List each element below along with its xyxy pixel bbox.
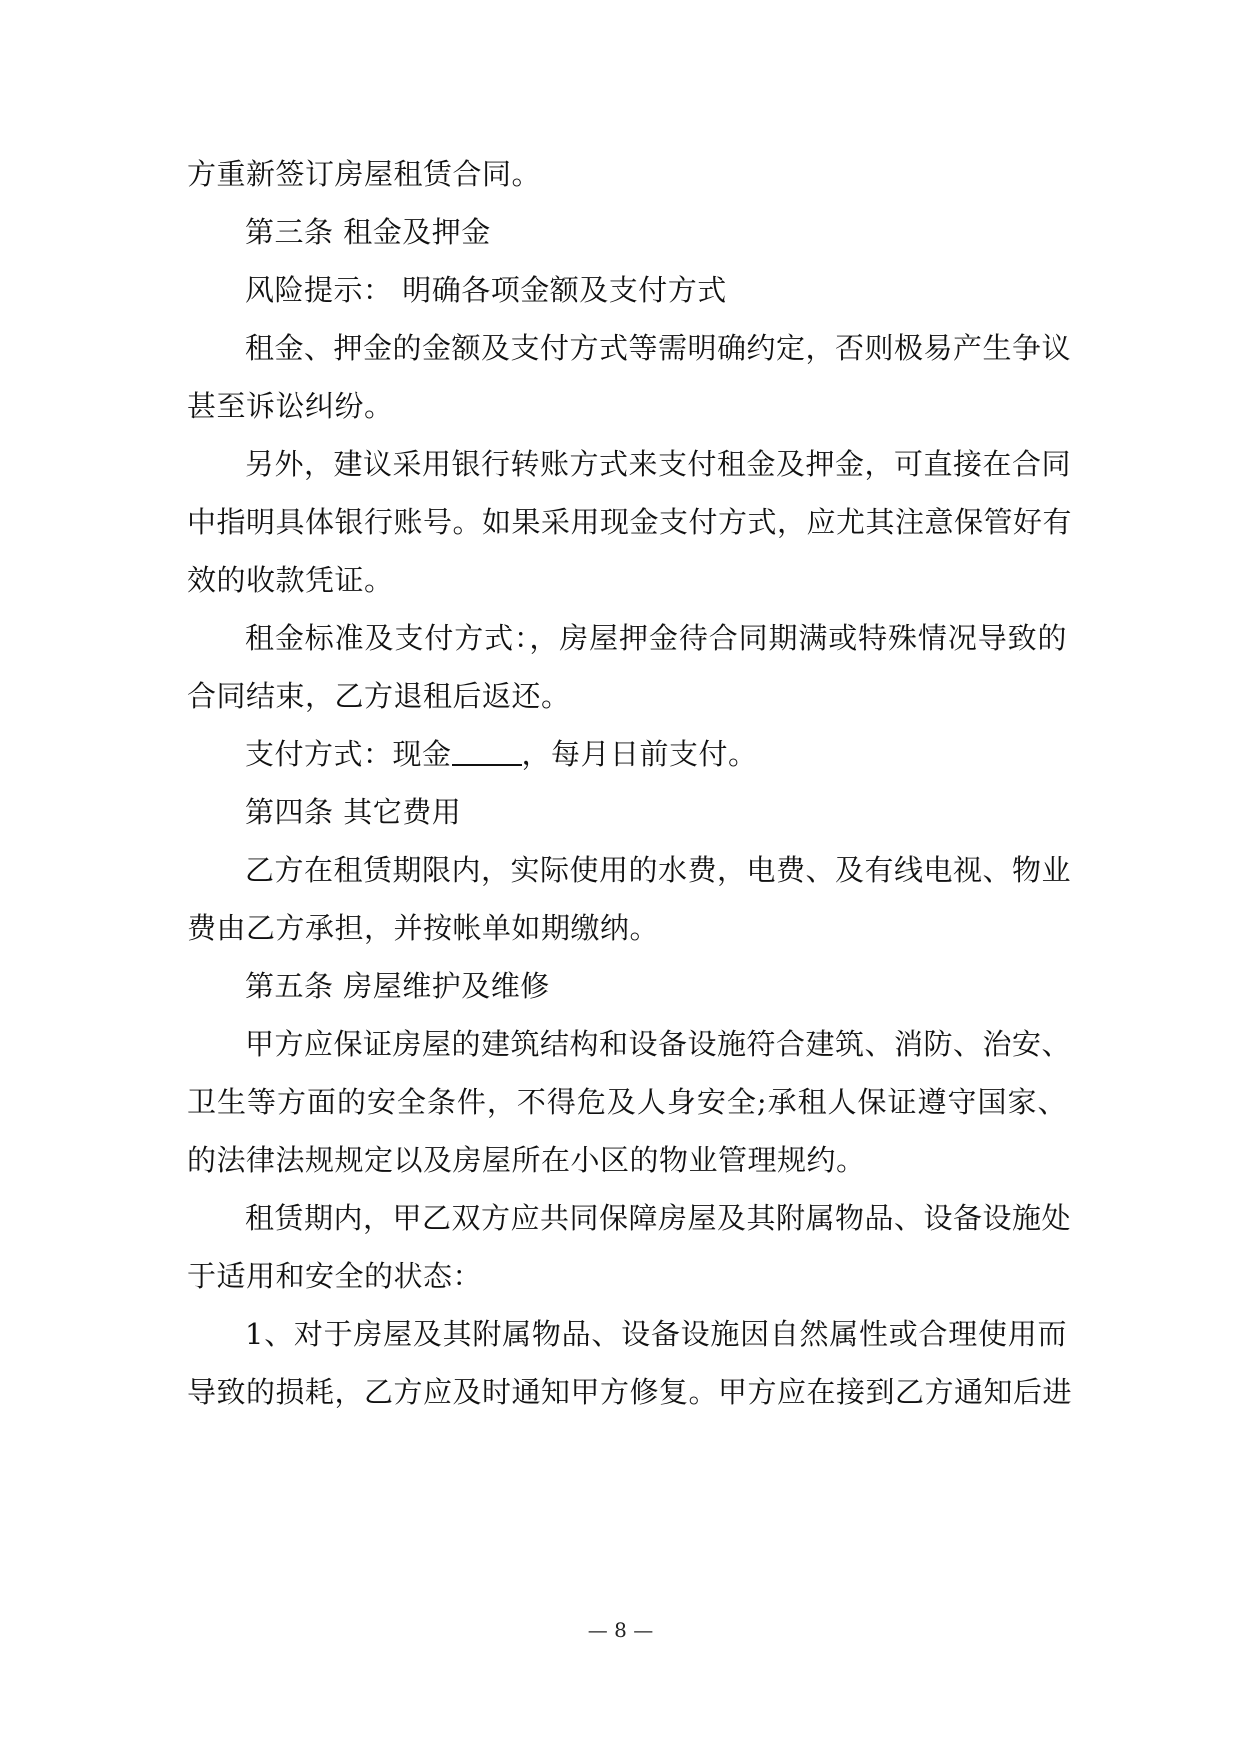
section-heading: 第五条 房屋维护及维修 bbox=[245, 969, 550, 1003]
paragraph-line: 卫生等方面的安全条件，不得危及人身安全;承租人保证遵守国家、 bbox=[187, 1085, 1067, 1119]
paragraph-line: 合同结束，乙方退租后返还。 bbox=[187, 679, 571, 713]
fill-in-blank bbox=[452, 738, 522, 766]
paragraph-line: 租赁期内，甲乙双方应共同保障房屋及其附属物品、设备设施处 bbox=[245, 1201, 1072, 1235]
payment-method-suffix: ，每月日前支付。 bbox=[521, 737, 758, 771]
paragraph-line: 甚至诉讼纠纷。 bbox=[187, 389, 394, 423]
paragraph-line: 费由乙方承担，并按帐单如期缴纳。 bbox=[187, 911, 660, 945]
paragraph-line: 租金标准及支付方式：，房屋押金待合同期满或特殊情况导致的 bbox=[245, 621, 1067, 655]
paragraph-line: 效的收款凭证。 bbox=[187, 563, 394, 597]
paragraph-line: 甲方应保证房屋的建筑结构和设备设施符合建筑、消防、治安、 bbox=[245, 1027, 1072, 1061]
payment-method-label: 支付方式：现金 bbox=[245, 737, 452, 771]
section-heading: 第三条 租金及押金 bbox=[245, 215, 491, 249]
paragraph-line: 租金、押金的金额及支付方式等需明确约定，否则极易产生争议 bbox=[245, 331, 1072, 365]
paragraph-line: 中指明具体银行账号。如果采用现金支付方式，应尤其注意保管好有 bbox=[187, 505, 1073, 539]
paragraph-line: 的法律法规规定以及房屋所在小区的物业管理规约。 bbox=[187, 1143, 866, 1177]
paragraph-line: 乙方在租赁期限内，实际使用的水费，电费、及有线电视、物业 bbox=[245, 853, 1072, 887]
risk-note: 风险提示： 明确各项金额及支付方式 bbox=[245, 273, 727, 307]
paragraph-line: 于适用和安全的状态： bbox=[187, 1259, 483, 1293]
paragraph-line: 导致的损耗，乙方应及时通知甲方修复。甲方应在接到乙方通知后进 bbox=[187, 1375, 1073, 1409]
paragraph-line: 1、对于房屋及其附属物品、设备设施因自然属性或合理使用而 bbox=[245, 1317, 1067, 1351]
page-number: — 8 — bbox=[587, 1618, 654, 1642]
paragraph-line: 方重新签订房屋租赁合同。 bbox=[187, 157, 542, 191]
paragraph-line: 另外，建议采用银行转账方式来支付租金及押金，可直接在合同 bbox=[245, 447, 1072, 481]
section-heading: 第四条 其它费用 bbox=[245, 795, 462, 829]
payment-method-line bbox=[245, 730, 758, 778]
